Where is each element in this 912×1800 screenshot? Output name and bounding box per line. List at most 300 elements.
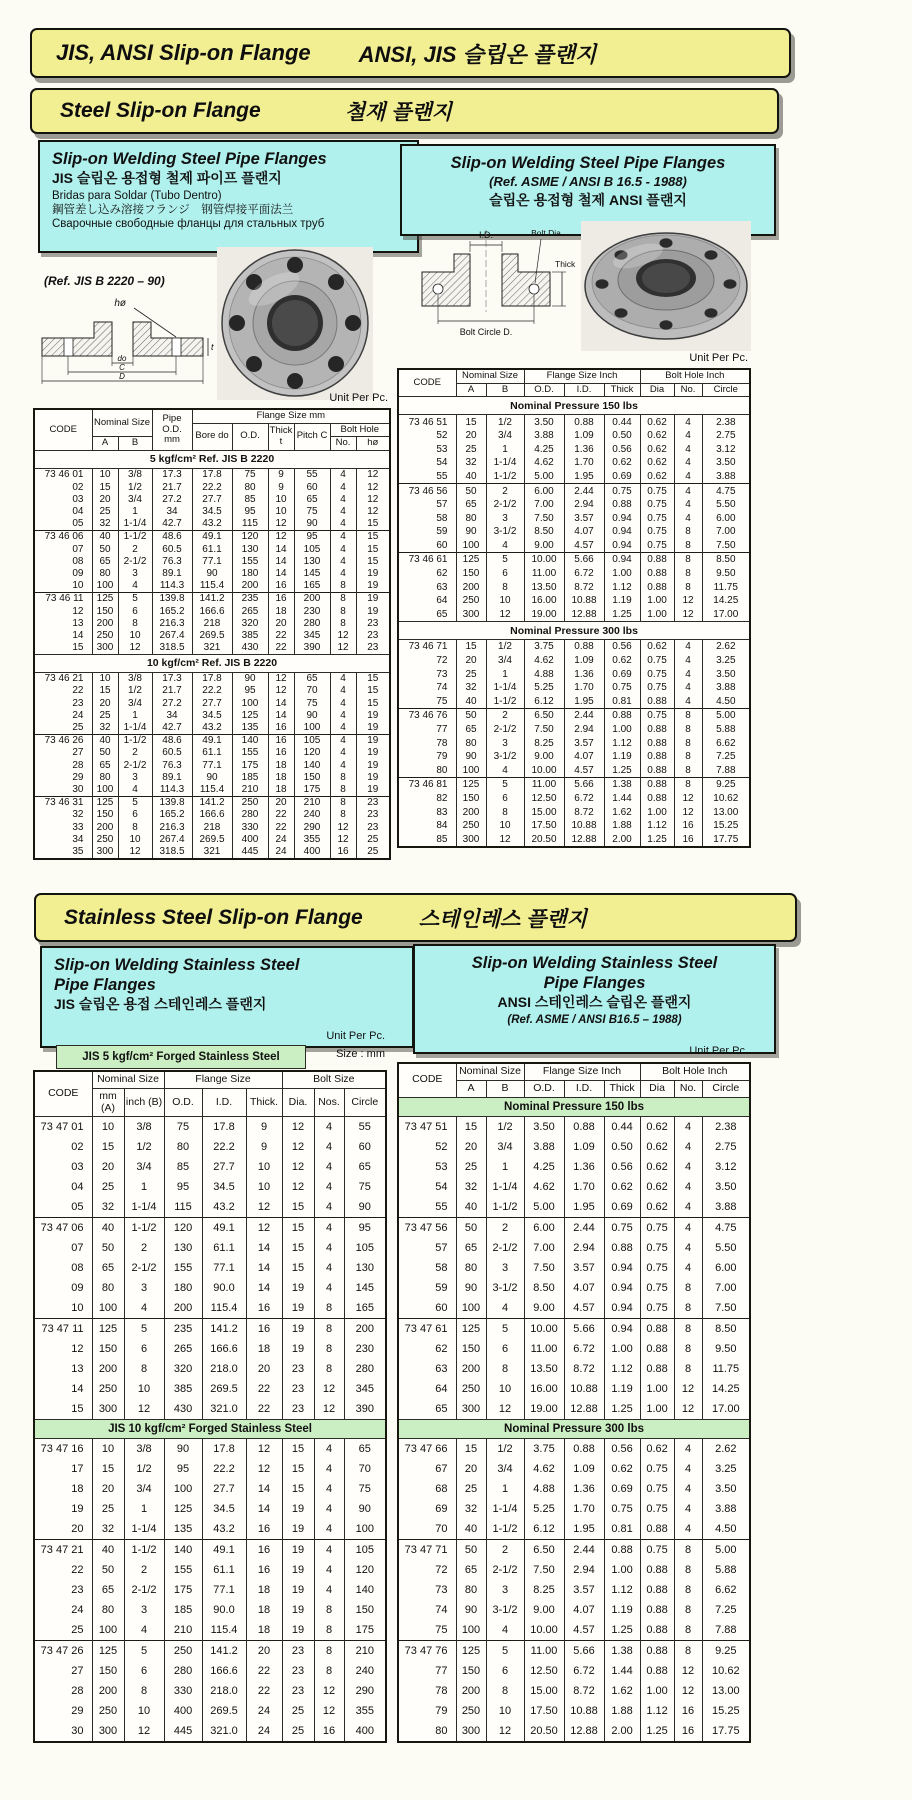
value-cell: 10	[92, 468, 118, 481]
value-cell: 4	[330, 709, 356, 721]
value-cell: 8	[674, 1560, 702, 1580]
value-cell: 5.66	[564, 778, 604, 792]
value-cell: 1-1/4	[486, 1177, 524, 1197]
value-cell: 75	[344, 1177, 386, 1197]
value-cell: 15	[356, 672, 390, 685]
value-cell: 200	[294, 592, 330, 605]
value-cell: 10	[92, 1117, 124, 1138]
value-cell: 90.0	[202, 1278, 246, 1298]
value-cell: 120	[232, 530, 268, 543]
value-cell: 0.94	[604, 1318, 640, 1339]
value-cell: 12	[674, 792, 702, 806]
value-cell: 355	[344, 1701, 386, 1721]
code-cell: 63	[398, 1359, 456, 1379]
value-cell: 80	[92, 1278, 124, 1298]
bolt-hole	[615, 308, 628, 318]
value-cell: 50	[92, 543, 118, 555]
value-cell: 114.3	[152, 580, 192, 593]
value-cell: 4	[314, 1218, 344, 1239]
value-cell: 12	[356, 493, 390, 505]
value-cell: 115.4	[192, 580, 232, 593]
value-cell: 18	[268, 605, 294, 617]
value-cell: 50	[92, 1238, 124, 1258]
value-cell: 1.09	[564, 654, 604, 668]
value-cell: 16	[268, 734, 294, 747]
value-cell: 8	[314, 1641, 344, 1662]
dim-label-thick: Thick	[555, 259, 576, 269]
value-cell: 60	[344, 1137, 386, 1157]
info-title-kr: JIS 슬립온 용접 스테인레스 플랜지	[54, 996, 267, 1013]
code-cell: 78	[398, 736, 456, 750]
code-cell: 27	[34, 1661, 92, 1681]
value-cell: 165.2	[152, 809, 192, 821]
value-cell: 14.25	[702, 594, 750, 608]
value-cell: 2-1/2	[118, 555, 152, 567]
value-cell: 22.2	[202, 1459, 246, 1479]
value-cell: 4	[118, 580, 152, 593]
value-cell: 2	[486, 1539, 524, 1560]
code-cell: 73	[398, 1580, 456, 1600]
value-cell: 140	[344, 1580, 386, 1600]
dim-label-do: do	[117, 354, 127, 363]
value-cell: 8	[330, 617, 356, 629]
value-cell: 0.69	[604, 470, 640, 484]
value-cell: 17.3	[152, 672, 192, 685]
value-cell: 1.88	[604, 819, 640, 833]
value-cell: 10.00	[524, 764, 564, 778]
value-cell: 4	[314, 1238, 344, 1258]
value-cell: 9.00	[524, 1600, 564, 1620]
value-cell: 32	[456, 1499, 486, 1519]
value-cell: 3.50	[702, 1177, 750, 1197]
value-cell: 3.50	[702, 667, 750, 681]
value-cell: 5	[124, 1319, 164, 1340]
value-cell: 6	[486, 567, 524, 581]
section-band	[398, 397, 750, 415]
value-cell: 115.4	[202, 1620, 246, 1641]
value-cell: 15	[356, 685, 390, 697]
value-cell: 17.8	[202, 1439, 246, 1460]
value-cell: 65	[92, 1580, 124, 1600]
value-cell: 24	[268, 833, 294, 845]
value-cell: 4	[330, 672, 356, 685]
col-header-bore: Bore do	[192, 423, 232, 450]
table-row	[34, 709, 390, 721]
value-cell: 80	[456, 736, 486, 750]
value-cell: 15.00	[524, 1681, 564, 1701]
col-header-dia: Dia	[640, 1080, 674, 1097]
code-cell: 17	[34, 1459, 92, 1479]
value-cell: 19	[356, 747, 390, 759]
value-cell: 43.2	[192, 721, 232, 734]
col-header-circle: Circle	[702, 383, 750, 397]
value-cell: 8.50	[702, 553, 750, 567]
value-cell: 8	[674, 580, 702, 594]
value-cell: 17.75	[702, 832, 750, 847]
value-cell: 17.8	[192, 468, 232, 481]
page-title-kr: ANSI, JIS 슬립온 플랜지	[358, 41, 597, 67]
code-cell: 73 47 01	[34, 1117, 92, 1138]
value-cell: 8	[314, 1600, 344, 1620]
value-cell: 100	[92, 1620, 124, 1641]
value-cell: 4	[674, 415, 702, 429]
value-cell: 34.5	[192, 709, 232, 721]
value-cell: 8	[486, 1681, 524, 1701]
bolt-hole	[724, 279, 737, 289]
value-cell: 15	[282, 1479, 314, 1499]
table-row	[34, 1681, 386, 1701]
code-cell: 58	[398, 511, 456, 525]
value-cell: 15	[282, 1258, 314, 1278]
table-row	[398, 736, 750, 750]
table-row	[398, 654, 750, 668]
value-cell: 267.4	[152, 833, 192, 845]
table-row	[34, 1661, 386, 1681]
value-cell: 65	[344, 1439, 386, 1460]
code-cell: 08	[34, 1258, 92, 1278]
value-cell: 22	[268, 821, 294, 833]
value-cell: 7.50	[524, 1560, 564, 1580]
value-cell: 27.7	[202, 1157, 246, 1177]
value-cell: 5	[486, 1640, 524, 1661]
value-cell: 4	[314, 1177, 344, 1197]
table-row	[34, 1499, 386, 1519]
table-row	[34, 1721, 386, 1742]
section-band-label: Nominal Pressure 150 lbs	[398, 397, 750, 415]
value-cell: 1.38	[604, 1640, 640, 1661]
table-row	[398, 1620, 750, 1641]
info-line-jp-cn: 鋼管差し込み溶接フランジ 钢管焊接平面法兰	[52, 204, 294, 217]
value-cell: 0.88	[640, 736, 674, 750]
value-cell: 0.88	[604, 498, 640, 512]
value-cell: 1-1/4	[486, 1499, 524, 1519]
table-row	[34, 685, 390, 697]
bolt-hole	[328, 274, 344, 290]
value-cell: 0.94	[604, 1258, 640, 1278]
value-cell: 15	[356, 518, 390, 531]
value-cell: 25	[282, 1701, 314, 1721]
bolt-hole-slot	[172, 338, 181, 356]
value-cell: 155	[232, 555, 268, 567]
value-cell: 61.1	[192, 543, 232, 555]
value-cell: 12	[486, 1721, 524, 1742]
table-row	[398, 456, 750, 470]
value-cell: 1-1/4	[486, 681, 524, 695]
table-row	[34, 1540, 386, 1561]
col-header-code: CODE	[34, 409, 92, 450]
value-cell: 89.1	[152, 771, 192, 783]
value-cell: 0.94	[604, 1298, 640, 1319]
value-cell: 34	[152, 709, 192, 721]
value-cell: 4	[674, 640, 702, 654]
value-cell: 12	[268, 530, 294, 543]
value-cell: 80	[92, 771, 118, 783]
value-cell: 6.00	[702, 1258, 750, 1278]
section-band-label: 10 kgf/cm² Ref. JIS B 2220	[34, 654, 390, 672]
stainless-banner-en: Stainless Steel Slip-on Flange	[64, 905, 363, 929]
value-cell: 0.88	[640, 792, 674, 806]
bolt-hole	[287, 373, 303, 389]
value-cell: 114.3	[152, 783, 192, 796]
value-cell: 40	[92, 1540, 124, 1561]
value-cell: 95	[232, 505, 268, 517]
value-cell: 4	[674, 1177, 702, 1197]
code-cell: 65	[398, 1399, 456, 1420]
value-cell: 4	[314, 1459, 344, 1479]
value-cell: 280	[344, 1359, 386, 1379]
value-cell: 0.94	[604, 539, 640, 553]
value-cell: 17.3	[152, 468, 192, 481]
col-header-a: A	[456, 1080, 486, 1097]
value-cell: 8	[674, 525, 702, 539]
value-cell: 18	[268, 771, 294, 783]
value-cell: 20	[246, 1359, 282, 1379]
value-cell: 4	[330, 759, 356, 771]
code-cell: 68	[398, 1479, 456, 1499]
value-cell: 200	[456, 805, 486, 819]
value-cell: 19	[356, 580, 390, 593]
value-cell: 19	[282, 1519, 314, 1540]
value-cell: 4.07	[564, 1600, 604, 1620]
col-header-circle: Circle	[344, 1088, 386, 1117]
value-cell: 14	[246, 1278, 282, 1298]
table-row	[398, 1379, 750, 1399]
value-cell: 1.12	[604, 1580, 640, 1600]
value-cell: 7.00	[524, 1238, 564, 1258]
value-cell: 355	[294, 833, 330, 845]
value-cell: 155	[232, 747, 268, 759]
value-cell: 25	[356, 845, 390, 858]
table-row	[398, 1238, 750, 1258]
value-cell: 12	[124, 1721, 164, 1742]
value-cell: 150	[294, 771, 330, 783]
table-row	[398, 1197, 750, 1218]
value-cell: 49.1	[192, 734, 232, 747]
value-cell: 50	[456, 1539, 486, 1560]
value-cell: 13.00	[702, 805, 750, 819]
code-cell: 73 46 01	[34, 468, 92, 481]
value-cell: 10	[118, 833, 152, 845]
table-row	[398, 1640, 750, 1661]
value-cell: 0.88	[640, 1661, 674, 1681]
value-cell: 3.57	[564, 1258, 604, 1278]
value-cell: 4	[674, 1238, 702, 1258]
value-cell: 240	[294, 809, 330, 821]
bolt-hole	[596, 279, 609, 289]
code-cell: 73 46 21	[34, 672, 92, 685]
table-row	[398, 1479, 750, 1499]
value-cell: 8.50	[524, 525, 564, 539]
value-cell: 6.12	[524, 695, 564, 709]
value-cell: 1	[118, 709, 152, 721]
value-cell: 130	[232, 543, 268, 555]
value-cell: 12	[268, 685, 294, 697]
value-cell: 0.69	[604, 1479, 640, 1499]
value-cell: 250	[92, 1701, 124, 1721]
value-cell: 25	[456, 667, 486, 681]
value-cell: 1/2	[124, 1459, 164, 1479]
value-cell: 250	[456, 594, 486, 608]
code-cell: 72	[398, 1560, 456, 1580]
value-cell: 1-1/2	[486, 1519, 524, 1540]
value-cell: 1-1/4	[118, 721, 152, 734]
value-cell: 23	[282, 1661, 314, 1681]
value-cell: 12	[674, 1681, 702, 1701]
value-cell: 4	[674, 1519, 702, 1540]
value-cell: 7.88	[702, 1620, 750, 1641]
value-cell: 218.0	[202, 1359, 246, 1379]
col-header-nominal-size: Nominal Size	[456, 1063, 524, 1080]
value-cell: 65	[92, 555, 118, 567]
value-cell: 3.88	[702, 470, 750, 484]
value-cell: 0.75	[604, 681, 640, 695]
value-cell: 20	[92, 1157, 124, 1177]
value-cell: 1.38	[604, 778, 640, 792]
value-cell: 0.75	[640, 1479, 674, 1499]
value-cell: 55	[344, 1117, 386, 1138]
value-cell: 165	[344, 1298, 386, 1319]
value-cell: 4	[486, 1298, 524, 1319]
table-row	[398, 1137, 750, 1157]
value-cell: 390	[344, 1399, 386, 1420]
value-cell: 12	[674, 1399, 702, 1420]
ansi-flange-dimension-drawing	[400, 224, 576, 344]
value-cell: 65	[344, 1157, 386, 1177]
table-row	[398, 594, 750, 608]
value-cell: 23	[356, 629, 390, 641]
value-cell: 20	[92, 697, 118, 709]
value-cell: 0.75	[640, 654, 674, 668]
value-cell: 125	[92, 1319, 124, 1340]
value-cell: 11.75	[702, 580, 750, 594]
code-cell: 73 47 76	[398, 1640, 456, 1661]
table-row	[34, 1218, 386, 1239]
code-cell: 05	[34, 518, 92, 531]
value-cell: 1	[124, 1177, 164, 1197]
value-cell: 2.38	[702, 1116, 750, 1137]
col-header-circle: Circle	[702, 1080, 750, 1097]
code-cell: 60	[398, 539, 456, 553]
code-cell: 73 47 11	[34, 1319, 92, 1340]
value-cell: 115	[232, 518, 268, 531]
code-cell: 25	[34, 721, 92, 734]
value-cell: 445	[164, 1721, 202, 1742]
value-cell: 3-1/2	[486, 750, 524, 764]
value-cell: 8	[330, 605, 356, 617]
section-band	[34, 1420, 386, 1439]
value-cell: 165.2	[152, 605, 192, 617]
table-row	[34, 580, 390, 593]
value-cell: 2	[118, 543, 152, 555]
value-cell: 3	[118, 567, 152, 579]
value-cell: 175	[344, 1620, 386, 1641]
value-cell: 0.75	[604, 1499, 640, 1519]
value-cell: 6	[124, 1661, 164, 1681]
value-cell: 3.88	[524, 1137, 564, 1157]
code-cell: 62	[398, 567, 456, 581]
value-cell: 16	[246, 1540, 282, 1561]
value-cell: 8.72	[564, 580, 604, 594]
value-cell: 0.75	[640, 1238, 674, 1258]
code-cell: 09	[34, 1278, 92, 1298]
table-row	[398, 709, 750, 723]
value-cell: 12	[314, 1681, 344, 1701]
value-cell: 6	[486, 792, 524, 806]
value-cell: 42.7	[152, 721, 192, 734]
value-cell: 321	[192, 642, 232, 655]
value-cell: 15	[456, 1438, 486, 1459]
value-cell: 12.88	[564, 1721, 604, 1742]
value-cell: 65	[456, 723, 486, 737]
value-cell: 385	[164, 1379, 202, 1399]
value-cell: 218.0	[202, 1681, 246, 1701]
table-row	[34, 1177, 386, 1197]
value-cell: 218	[192, 821, 232, 833]
code-cell: 32	[34, 809, 92, 821]
value-cell: 6.00	[524, 1217, 564, 1238]
code-cell: 73 46 31	[34, 796, 92, 809]
value-cell: 300	[456, 1721, 486, 1742]
value-cell: 24	[246, 1701, 282, 1721]
table-row	[398, 695, 750, 709]
value-cell: 14	[268, 543, 294, 555]
table-row	[398, 1600, 750, 1620]
value-cell: 25	[456, 1157, 486, 1177]
value-cell: 65	[456, 1238, 486, 1258]
code-cell: 09	[34, 567, 92, 579]
value-cell: 10	[486, 1379, 524, 1399]
info-title-kr: JIS 슬립온 용접형 철제 파이프 플랜지	[52, 170, 282, 187]
value-cell: 5	[486, 1318, 524, 1339]
value-cell: 95	[232, 685, 268, 697]
value-cell: 2-1/2	[486, 1238, 524, 1258]
value-cell: 16	[674, 819, 702, 833]
value-cell: 0.94	[604, 553, 640, 567]
value-cell: 1.25	[604, 764, 640, 778]
value-cell: 3.88	[524, 429, 564, 443]
table-row	[34, 771, 390, 783]
value-cell: 180	[164, 1278, 202, 1298]
table-row	[398, 608, 750, 622]
value-cell: 95	[164, 1177, 202, 1197]
value-cell: 15	[282, 1459, 314, 1479]
code-cell: 18	[34, 1479, 92, 1499]
value-cell: 6.50	[524, 1539, 564, 1560]
value-cell: 25	[282, 1721, 314, 1742]
code-cell: 73 47 06	[34, 1218, 92, 1239]
info-title-en: Slip-on Welding Steel Pipe Flanges	[450, 154, 726, 172]
value-cell: 10	[486, 594, 524, 608]
value-cell: 17.8	[202, 1117, 246, 1138]
value-cell: 4	[330, 697, 356, 709]
value-cell: 120	[294, 747, 330, 759]
value-cell: 3/4	[486, 1459, 524, 1479]
value-cell: 8	[330, 783, 356, 796]
value-cell: 0.88	[640, 1519, 674, 1540]
value-cell: 3.50	[524, 415, 564, 429]
code-cell: 33	[34, 821, 92, 833]
value-cell: 4	[330, 734, 356, 747]
value-cell: 2	[124, 1560, 164, 1580]
table-row	[398, 819, 750, 833]
value-cell: 65	[456, 498, 486, 512]
value-cell: 22	[246, 1379, 282, 1399]
table-row	[398, 1278, 750, 1298]
code-cell: 15	[34, 1399, 92, 1420]
value-cell: 5.88	[702, 1560, 750, 1580]
value-cell: 321.0	[202, 1721, 246, 1742]
table-row	[34, 1399, 386, 1420]
